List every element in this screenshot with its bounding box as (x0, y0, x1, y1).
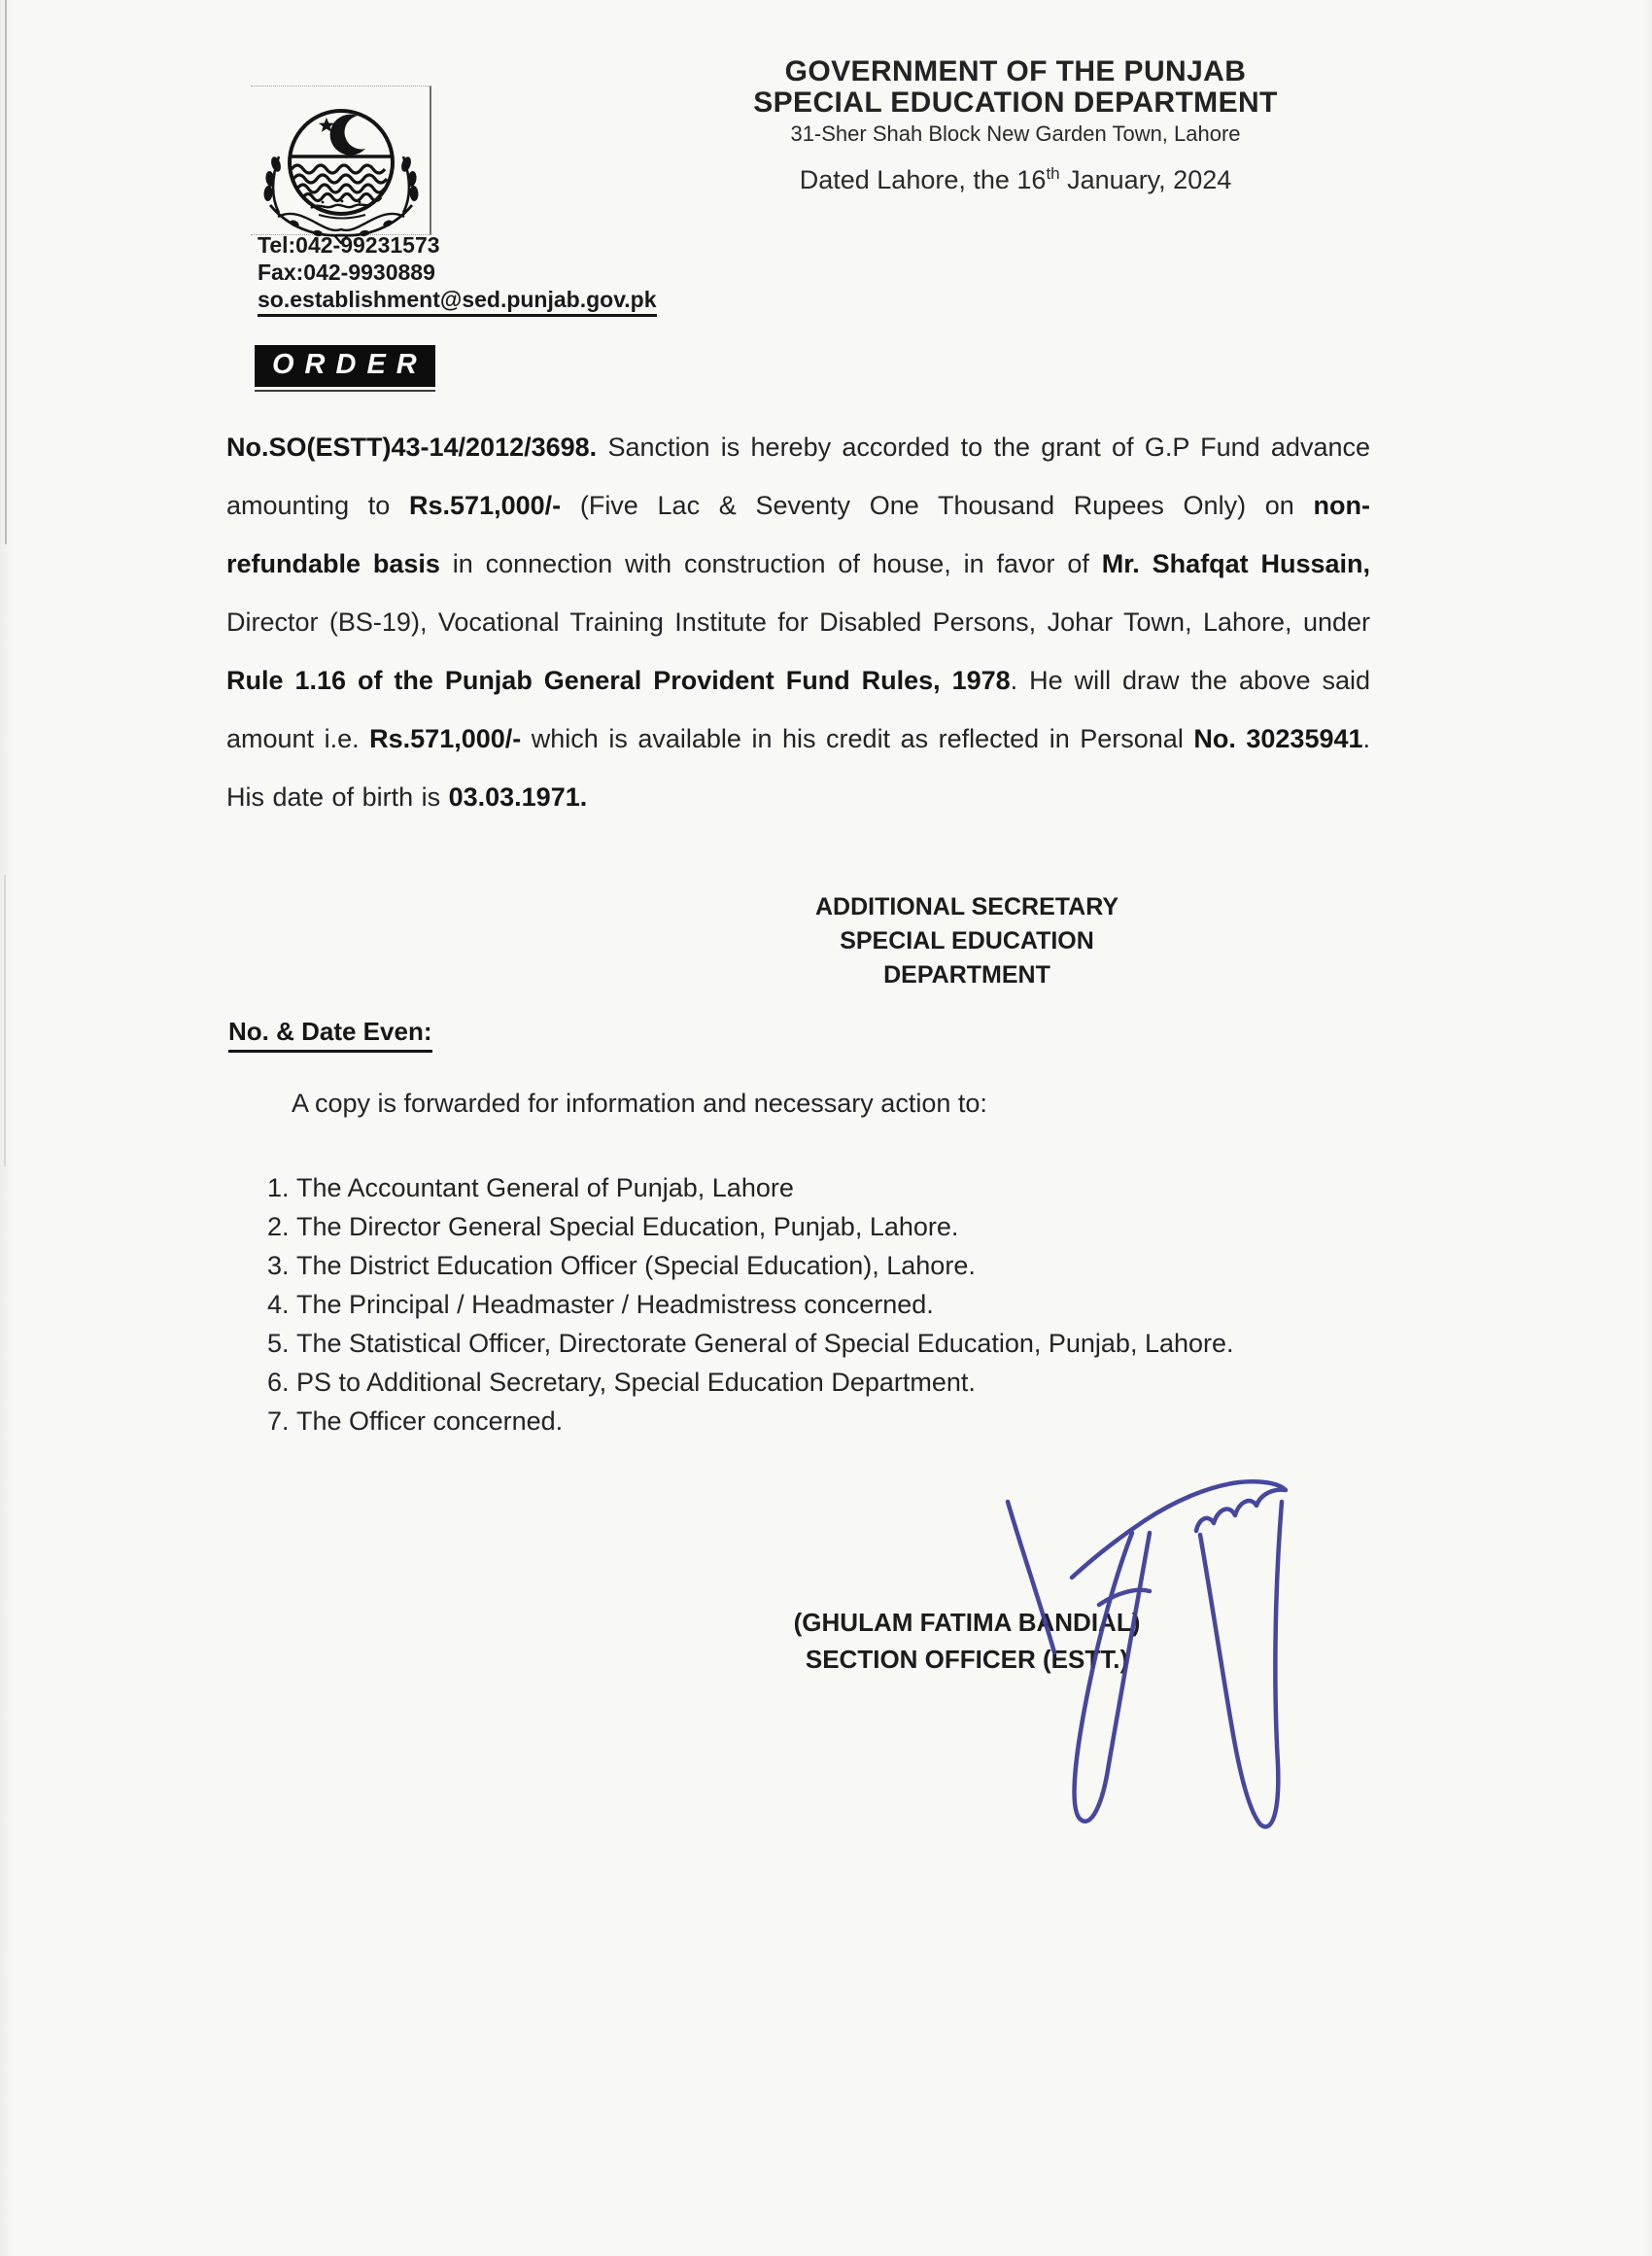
order-heading-underline (255, 390, 435, 392)
date-text: Dated Lahore, the 16 (799, 165, 1047, 194)
signatory-designation-block (748, 890, 1186, 992)
cc-list-item: 3. The District Education Officer (Special Education), Lahore. (296, 1246, 1351, 1285)
contact-block (258, 231, 657, 317)
fax-number: Fax:042-9930889 (258, 260, 435, 285)
scan-edge-artifact (4, 875, 6, 1166)
order-heading: ORDER (255, 345, 435, 387)
punjab-government-crest-icon (251, 86, 431, 235)
letterhead (675, 56, 1356, 195)
scan-edge-artifact (5, 0, 7, 544)
date-text-rest: January, 2024 (1059, 165, 1232, 194)
cc-list-item: 5. The Statistical Officer, Directorate General of Special Education, Punjab, Lahore. (296, 1324, 1351, 1363)
signatory-designation-line1: ADDITIONAL SECRETARY (814, 893, 1119, 920)
email-address: so.establishment@sed.punjab.gov.pk (258, 286, 657, 317)
signatory-name: (GHULAM FATIMA BANDIAL) (793, 1608, 1141, 1637)
org-name-line1: GOVERNMENT OF THE PUNJAB (784, 55, 1247, 87)
handwritten-signature (957, 1473, 1307, 1861)
cc-list-item: 6. PS to Additional Secretary, Special Education Department. (296, 1363, 1351, 1402)
signatory-designation-line3: DEPARTMENT (883, 961, 1050, 989)
telephone-number: Tel:042-99231573 (258, 232, 440, 258)
cc-list (243, 1168, 1351, 1440)
org-address: 31-Sher Shah Block New Garden Town, Lahore (790, 121, 1241, 146)
cc-list-item: 1. The Accountant General of Punjab, Lahore (296, 1168, 1351, 1207)
signatory-title: SECTION OFFICER (ESTT.) (805, 1645, 1129, 1674)
order-heading-wrap (255, 345, 435, 392)
org-name-line2: SPECIAL EDUCATION DEPARTMENT (753, 87, 1278, 119)
date-line (675, 164, 1356, 195)
cc-list-item: 4. The Principal / Headmaster / Headmistress concerned. (296, 1285, 1351, 1324)
forwarding-statement: A copy is forwarded for information and necessary action to: (292, 1089, 987, 1118)
cc-list-item: 7. The Officer concerned. (296, 1402, 1351, 1440)
endorsement-ref-label: No. & Date Even: (228, 1017, 432, 1053)
date-ordinal-suffix: th (1046, 164, 1060, 183)
cc-list-item: 2. The Director General Special Education, Punjab, Lahore. (296, 1207, 1351, 1246)
order-body-paragraph: No.SO(ESTT)43-14/2012/3698. Sanction is hereby accorded to the grant of G.P Fund advance amounting to Rs.571,000/- (Five Lac & Seventy One Thousand Rupees Only) on non-refundable basis in connection with construction of house, in favor of Mr. Shafqat Hussain, Director (BS-19), Vocational Training Institute for Disabled Persons, Johar Town, Lahore, under Rule 1.16 of the Punjab General Provident Fund Rules, 1978. He will draw the above said amount i.e. Rs.571,000/- which is available in his credit as reflected in Personal No. 30235941. His date of birth is 03.03.1971. (226, 433, 1371, 812)
signatory-designation-line2: SPECIAL EDUCATION (840, 927, 1094, 954)
